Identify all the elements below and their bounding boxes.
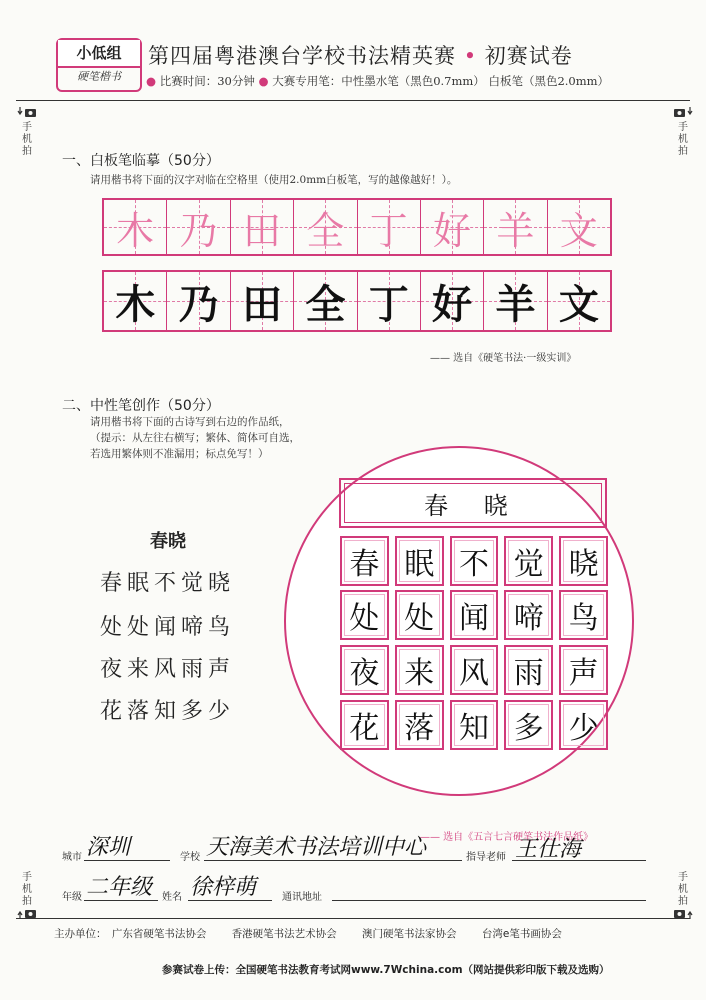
model-cell: 文 — [548, 200, 610, 254]
page-title — [148, 40, 573, 70]
work-cell: 鸟 — [559, 590, 608, 640]
written-cell: 乃 — [167, 272, 230, 330]
exam-type: 初赛试卷 — [484, 44, 573, 68]
name-label: 姓名 — [162, 892, 182, 903]
work-cell: 晓 — [559, 536, 608, 586]
side-label-top-left: 手机拍 — [20, 106, 34, 158]
work-cell: 夜 — [340, 645, 389, 695]
grade-value: 二年级 — [86, 875, 153, 900]
side-label-top-right: 手机拍 — [676, 106, 690, 158]
work-cell: 闻 — [450, 590, 499, 640]
section1-source: —— 选自《硬笔书法·一级实训》 — [430, 353, 577, 364]
address-label: 通讯地址 — [282, 892, 322, 903]
work-cell: 多 — [504, 700, 553, 750]
work-cell: 不 — [450, 536, 499, 586]
work-cell: 少 — [559, 700, 608, 750]
work-cell: 处 — [340, 590, 389, 640]
section2-source: —— 选自《五言七言硬笔书法作品纸》 — [420, 832, 594, 843]
work-cell: 风 — [450, 645, 499, 695]
address-underline — [332, 900, 646, 901]
city-underline — [84, 860, 170, 861]
work-row — [340, 536, 608, 586]
poem-line: 春眠不觉晓 — [100, 571, 236, 596]
competition-title: 第四届粤港澳台学校书法精英赛 — [148, 44, 456, 68]
model-cell: 田 — [231, 200, 294, 254]
model-cell: 木 — [104, 200, 167, 254]
sponsors-row — [54, 926, 584, 941]
section1-instruction: 请用楷书将下面的汉字对临在空格里（使用2.0mm白板笔，写的越像越好！）。 — [90, 174, 458, 186]
grade-label: 年级 — [62, 892, 82, 903]
model-cell: 羊 — [484, 200, 547, 254]
city-value: 深圳 — [86, 835, 131, 860]
school-underline — [204, 860, 462, 861]
school-value: 天海美术书法培训中心 — [206, 835, 427, 860]
written-cell: 文 — [548, 272, 610, 330]
model-cell: 乃 — [167, 200, 230, 254]
section1-heading: 一、白板笔临摹（50分） — [62, 153, 220, 169]
sponsor: 澳门硬笔书法家协会 — [362, 928, 457, 940]
model-cell: 好 — [421, 200, 484, 254]
work-title-box — [339, 478, 607, 528]
model-cell: 丁 — [358, 200, 421, 254]
work-cell: 雨 — [504, 645, 553, 695]
exam-time: 比赛时间：30分钟 — [159, 74, 255, 88]
name-value: 徐梓萌 — [190, 875, 257, 900]
camera-icon — [17, 106, 37, 118]
written-cell: 丁 — [358, 272, 421, 330]
model-char-grid — [102, 198, 612, 256]
side-label-bottom-right: 手机拍 — [676, 872, 690, 924]
poem-line: 夜来风雨声 — [100, 657, 236, 682]
section2-instruction: 请用楷书将下面的古诗写到右边的作品纸， （提示：从左往右横写；繁体、简体可自选， 若选用繁体则不准漏用；标点免写！） — [90, 416, 300, 460]
work-cell: 花 — [340, 700, 389, 750]
upload-info: 参赛试卷上传：全国硬笔书法教育考试网www.7Wchina.com（网站提供彩印版下载及选购） — [162, 964, 610, 976]
teacher-value: 王仕海 — [515, 837, 582, 862]
written-char-grid — [102, 270, 612, 332]
work-cell: 眠 — [395, 536, 444, 586]
city-label: 城市 — [62, 852, 82, 863]
work-cell: 啼 — [504, 590, 553, 640]
work-title: 春 晓 — [344, 483, 602, 523]
school-label: 学校 — [180, 852, 200, 863]
written-cell: 木 — [104, 272, 167, 330]
sponsor: 香港硬笔书法艺术协会 — [231, 928, 337, 940]
badge-style-label: 硬笔楷书 — [77, 70, 121, 83]
camera-icon — [673, 106, 693, 118]
model-cell: 全 — [294, 200, 357, 254]
grade-underline — [84, 900, 158, 901]
work-cell: 声 — [559, 645, 608, 695]
work-cell: 处 — [395, 590, 444, 640]
teacher-underline — [512, 860, 646, 861]
poem-title: 春晓 — [150, 531, 186, 552]
sponsor: 台湾e笔书画协会 — [481, 928, 562, 940]
teacher-label: 指导老师 — [466, 852, 506, 863]
section2-heading: 二、中性笔创作（50分） — [62, 398, 220, 414]
written-cell: 全 — [294, 272, 357, 330]
work-row — [340, 700, 608, 750]
group-badge — [56, 38, 142, 92]
name-underline — [188, 900, 272, 901]
written-cell: 好 — [421, 272, 484, 330]
work-cell: 觉 — [504, 536, 553, 586]
pen-requirement: 大赛专用笔：中性墨水笔（黑色0.7mm） 白板笔（黑色2.0mm） — [272, 74, 610, 88]
bottom-divider — [16, 918, 690, 919]
top-divider — [16, 100, 690, 101]
side-label-bottom-left: 手机拍 — [20, 872, 34, 924]
work-cell: 春 — [340, 536, 389, 586]
badge-group-label: 小低组 — [58, 40, 140, 68]
work-cell: 知 — [450, 700, 499, 750]
written-cell: 羊 — [484, 272, 547, 330]
poem-line: 花落知多少 — [100, 699, 236, 724]
work-cell: 落 — [395, 700, 444, 750]
sponsor-prefix: 主办单位： — [54, 928, 107, 940]
poem-line: 处处闻啼鸟 — [100, 615, 236, 640]
written-cell: 田 — [231, 272, 294, 330]
work-row — [340, 645, 608, 695]
title-dot: • — [463, 44, 478, 68]
sponsor: 广东省硬笔书法协会 — [111, 928, 207, 940]
exam-info: ● 比赛时间：30分钟 ● 大赛专用笔：中性墨水笔（黑色0.7mm） 白板笔（黑色2.0mm） — [146, 74, 610, 88]
work-cell: 来 — [395, 645, 444, 695]
work-row — [340, 590, 608, 640]
